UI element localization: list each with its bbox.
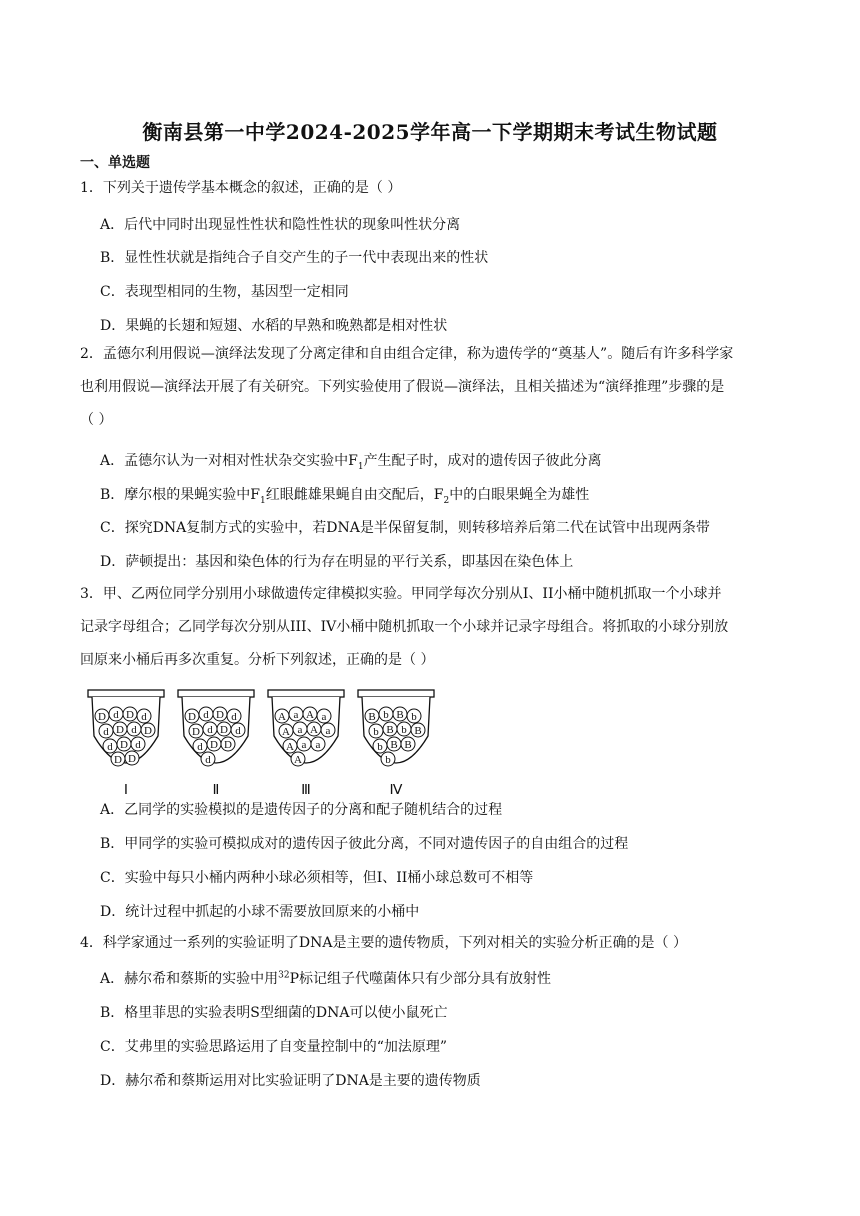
bucket-rim xyxy=(268,690,344,697)
ball-letter: d xyxy=(203,709,209,721)
ball-letter: A xyxy=(294,754,302,766)
ball-letter: b xyxy=(411,711,417,723)
ball-letter: D xyxy=(216,709,224,721)
ball-letter: B xyxy=(368,711,376,723)
section-heading: 一、单选题 xyxy=(80,155,150,171)
ball-letter: a xyxy=(301,739,307,751)
ball-letter: d xyxy=(197,741,203,753)
ball-letter: D xyxy=(224,739,232,751)
ball-letter: a xyxy=(325,725,331,737)
question-1-option-d: D．果蝇的长翅和短翅、水稻的早熟和晚熟都是相对性状 xyxy=(100,318,448,334)
question-3-stem-line-3: 回原来小桶后再多次重复。分析下列叙述，正确的是（ ） xyxy=(80,652,435,668)
question-1-option-c: C．表现型相同的生物，基因型一定相同 xyxy=(100,284,349,300)
ball-letter: d xyxy=(141,711,147,723)
ball-letter: D xyxy=(188,711,196,723)
ball-letter: D xyxy=(98,711,106,723)
question-1-stem xyxy=(80,172,780,205)
question-4-option-a-post: P标记组子代噬菌体只有少部分具有放射性 xyxy=(289,971,551,987)
ball-letter: B xyxy=(386,724,394,736)
ball-letter: D xyxy=(120,739,128,751)
ball-letter: b xyxy=(401,724,407,736)
subscript-2: 2 xyxy=(443,495,450,506)
bucket-rim xyxy=(88,690,164,697)
question-3-option-c: C．实验中每只小桶内两种小球必须相等，但I、II桶小球总数可不相等 xyxy=(100,870,534,886)
question-3-option-b: B．甲同学的实验可模拟成对的遗传因子彼此分离，不同对遗传因子的自由组合的过程 xyxy=(100,836,629,852)
bucket-rim xyxy=(178,690,254,697)
ball-letter: b xyxy=(385,754,391,766)
bucket-2 xyxy=(178,690,254,798)
question-2-option-b-mid: 红眼雌雄果蝇自由交配后，F xyxy=(265,487,444,503)
ball-letter: B xyxy=(390,739,398,751)
bucket-1 xyxy=(88,690,164,798)
ball-letter: d xyxy=(205,754,211,766)
ball-letter: d xyxy=(113,709,119,721)
question-2-option-a-post: 产生配子时，成对的遗传因子彼此分离 xyxy=(363,453,602,469)
question-4-option-d: D．赫尔希和蔡斯运用对比实验证明了DNA是主要的遗传物质 xyxy=(100,1073,481,1089)
ball-letter: D xyxy=(144,725,152,737)
ball-letter: b xyxy=(383,709,389,721)
ball-letter: d xyxy=(207,724,213,736)
ball-letter: a xyxy=(293,709,299,721)
bucket-rim xyxy=(358,690,434,697)
ball-letter: A xyxy=(286,741,294,753)
question-4-option-b: B．格里菲思的实验表明S型细菌的DNA可以使小鼠死亡 xyxy=(100,1005,448,1021)
question-4-option-c: C．艾弗里的实验思路运用了自变量控制中的“加法原理” xyxy=(100,1039,448,1055)
ball-letter: D xyxy=(116,724,124,736)
question-4-stem-text: 4．科学家通过一系列的实验证明了DNA是主要的遗传物质，下列对相关的实验分析正确的是（ ） xyxy=(80,935,687,951)
ball-letter: B xyxy=(404,739,412,751)
bucket-4 xyxy=(358,690,434,798)
ball-letter: d xyxy=(135,739,141,751)
bucket-label: Ⅱ xyxy=(212,783,220,798)
question-4-stem xyxy=(80,927,780,960)
question-2-option-c: C．探究DNA复制方式的实验中，若DNA是半保留复制，则转移培养后第二代在试管中出现两条带 xyxy=(100,520,710,536)
ball-letter: A xyxy=(310,724,318,736)
ball-letter: d xyxy=(103,726,109,738)
ball-letter: d xyxy=(235,725,241,737)
question-2-option-b-post: 中的白眼果蝇全为雄性 xyxy=(449,487,590,503)
question-2-option-a xyxy=(100,450,602,472)
ball-letter: a xyxy=(315,739,321,751)
question-3-option-a: A．乙同学的实验模拟的是遗传因子的分离和配子随机结合的过程 xyxy=(100,802,503,818)
question-3-stem xyxy=(80,578,780,677)
ball-letter: b xyxy=(373,726,379,738)
exam-title: 衡南县第一中学2024-2025学年高一下学期期末考试生物试题 xyxy=(142,120,718,144)
ball-letter: D xyxy=(114,754,122,766)
question-2-stem-line-3: （ ） xyxy=(80,412,113,428)
ball-letter: D xyxy=(128,753,136,765)
bucket-diagram xyxy=(86,686,446,798)
question-2-stem xyxy=(80,338,780,437)
ball-letter: B xyxy=(396,709,404,721)
ball-letter: B xyxy=(414,725,422,737)
question-3-option-d: D．统计过程中抓起的小球不需要放回原来的小桶中 xyxy=(100,904,420,920)
question-1-option-b: B．显性性状就是指纯合子自交产生的子一代中表现出来的性状 xyxy=(100,250,489,266)
ball-letter: D xyxy=(192,726,200,738)
bucket-label: Ⅰ xyxy=(123,783,129,798)
question-2-stem-line-2: 也利用假说—演绎法开展了有关研究。下列实验使用了假说—演绎法，且相关描述为“演绎推理”步骤的是 xyxy=(80,379,725,395)
question-2-option-b-pre: B．摩尔根的果蝇实验中F xyxy=(100,487,261,503)
question-4-option-a xyxy=(100,968,551,988)
ball-letter: A xyxy=(278,711,286,723)
question-4-option-a-pre: A．赫尔希和蔡斯的实验中用 xyxy=(100,971,279,987)
bucket-3 xyxy=(268,690,344,798)
bucket-label: Ⅲ xyxy=(301,783,311,798)
subscript-1: 1 xyxy=(260,495,266,506)
ball-letter: d xyxy=(131,724,137,736)
ball-letter: D xyxy=(126,709,134,721)
ball-letter: a xyxy=(321,711,327,723)
bucket-figure xyxy=(86,686,446,798)
ball-letter: D xyxy=(220,724,228,736)
subscript-1: 1 xyxy=(357,461,364,472)
ball-letter: D xyxy=(210,739,218,751)
question-2-option-d: D．萨顿提出：基因和染色体的行为存在明显的平行关系，即基因在染色体上 xyxy=(100,554,574,570)
ball-letter: d xyxy=(231,711,237,723)
ball-letter: b xyxy=(377,741,383,753)
question-1-stem-text: 1．下列关于遗传学基本概念的叙述，正确的是（ ） xyxy=(80,180,402,196)
question-2-option-b xyxy=(100,484,589,506)
question-1-option-a: A．后代中同时出现显性性状和隐性性状的现象叫性状分离 xyxy=(100,217,461,233)
ball-letter: d xyxy=(107,741,113,753)
question-2-stem-line-1: 2．孟德尔利用假说—演绎法发现了分离定律和自由组合定律，称为遗传学的“奠基人”。随后有许多科学家 xyxy=(80,346,734,362)
question-3-stem-line-2: 记录字母组合；乙同学每次分别从III、IV小桶中随机抓取一个小球并记录字母组合。将抓取的小球分别放 xyxy=(80,619,729,635)
question-3-stem-line-1: 3．甲、乙两位同学分别用小球做遗传定律模拟实验。甲同学每次分别从I、II小桶中随机抓取一个小球并 xyxy=(80,586,722,602)
ball-letter: A xyxy=(282,726,290,738)
ball-letter: A xyxy=(306,709,314,721)
question-2-option-a-pre: A．孟德尔认为一对相对性状杂交实验中F xyxy=(100,453,358,469)
superscript-32: 32 xyxy=(278,970,290,981)
bucket-label: Ⅳ xyxy=(389,783,403,798)
ball-letter: a xyxy=(297,724,303,736)
